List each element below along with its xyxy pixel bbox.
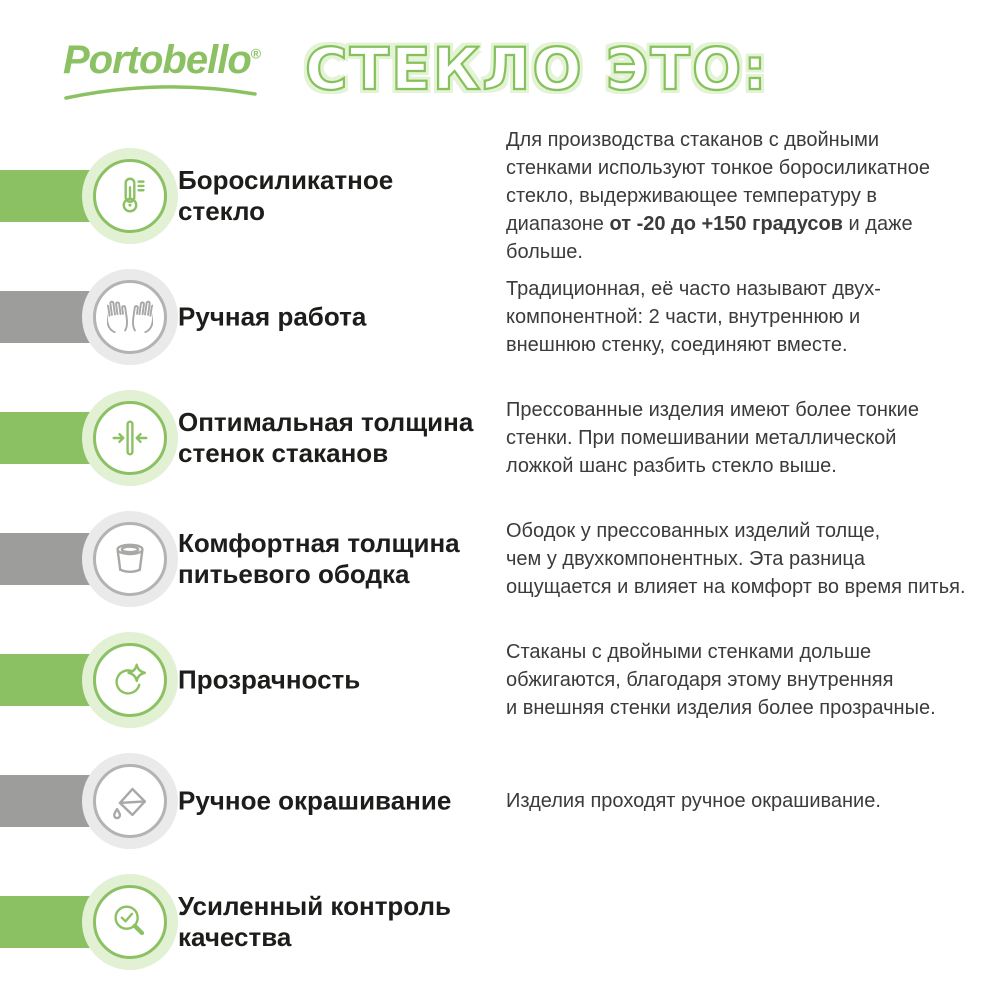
paint-pour-icon (93, 764, 167, 838)
feature-title: Ручное окрашивание (178, 785, 452, 816)
feature-title: Оптимальная толщина стенок стаканов (178, 407, 474, 468)
feature-title: Прозрачность (178, 664, 361, 695)
bold-text: от -20 до +150 градусов (609, 213, 843, 235)
page-title: СТЕКЛО ЭТО: (305, 35, 769, 103)
icon-badge (82, 269, 178, 365)
feature-description: Изделия проходят ручное окрашивание. (506, 790, 881, 812)
feature-list (0, 129, 1000, 985)
brand-logo-text: Portobello® (63, 38, 261, 82)
feature-title: Ручная работа (178, 301, 367, 332)
transparency-icon (93, 643, 167, 717)
feature-title: Боросиликатное стекло (178, 165, 394, 226)
feature-row-hand-painting (0, 743, 1000, 859)
icon-badge (82, 753, 178, 849)
feature-title: Усиленный контроль качества (178, 891, 452, 952)
icon-badge (82, 511, 178, 607)
feature-row-drinking-rim (0, 501, 1000, 617)
feature-description: Ободок у прессованных изделий толще, чем у двухкомпонентных. Эта разница ощущается и влияет на комфорт во время питья. (506, 520, 966, 598)
feature-description: Прессованные изделия имеют более тонкие стенки. При помешивании металлической ложкой шанс разбить стекло выше. (506, 399, 919, 477)
icon-badge (82, 148, 178, 244)
feature-description: Традиционная, её часто называют двух- компонентной: 2 части, внутреннюю и внешнюю стенку, соединяют вместе. (506, 278, 881, 356)
logo-swoosh-icon (63, 85, 258, 103)
feature-title: Комфортная толщина питьевого ободка (178, 528, 460, 589)
feature-description: Для производства стаканов с двойными стенками используют тонкое боросиликатное стекло, выдерживающее температуру в диапазоне от -20 до +150 градусов и даже больше. (506, 129, 930, 263)
registered-mark: ® (250, 45, 261, 62)
icon-badge (82, 390, 178, 486)
brand-logo (63, 38, 263, 103)
hands-icon (93, 280, 167, 354)
quality-check-icon (93, 885, 167, 959)
feature-row-wall-thickness (0, 380, 1000, 496)
feature-row-borosilicate (0, 129, 1000, 263)
feature-row-quality-control (0, 864, 1000, 980)
feature-description: Стаканы с двойными стенками дольше обжигаются, благодаря этому внутренняя и внешняя стенки изделия более прозрачные. (506, 641, 936, 719)
header (63, 35, 769, 103)
drinking-rim-icon (93, 522, 167, 596)
feature-row-handmade (0, 259, 1000, 375)
feature-row-transparency (0, 622, 1000, 738)
wall-thickness-icon (93, 401, 167, 475)
thermometer-icon (93, 159, 167, 233)
icon-badge (82, 632, 178, 728)
icon-badge (82, 874, 178, 970)
